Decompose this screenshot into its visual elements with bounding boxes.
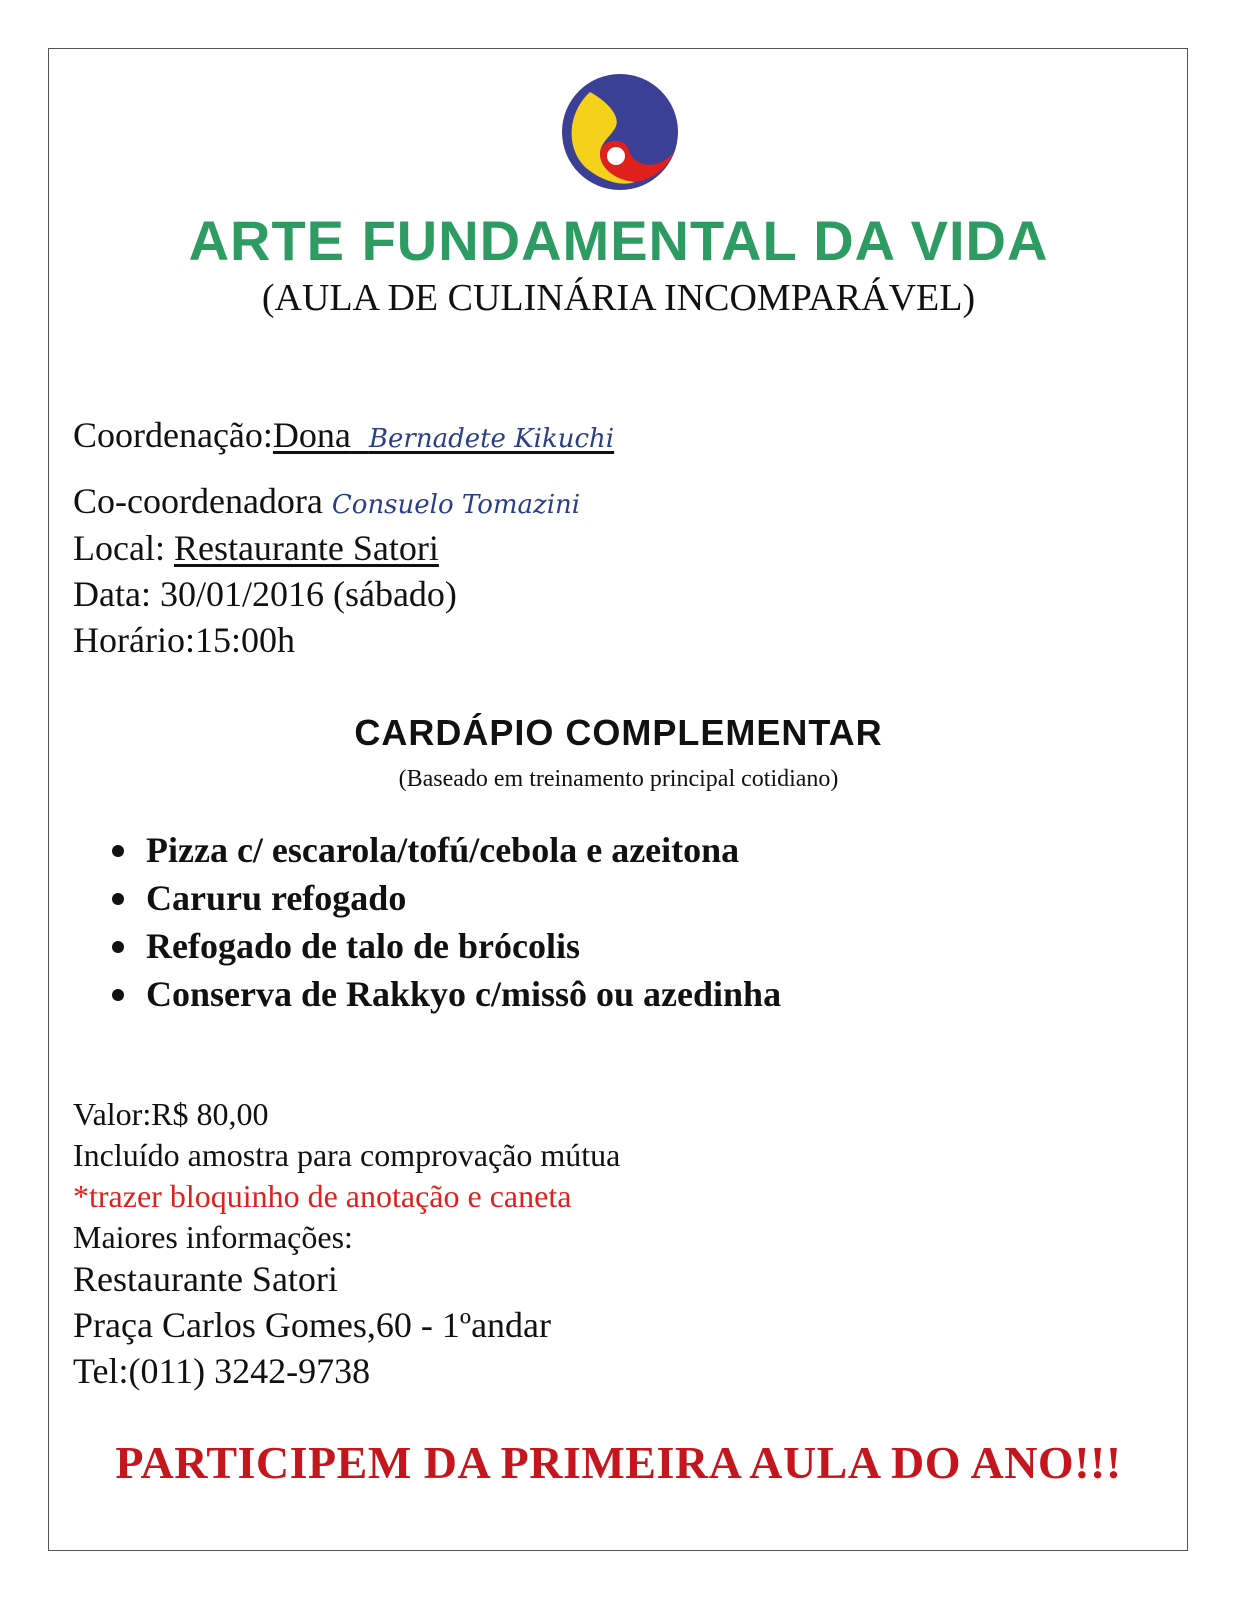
- menu-item: Pizza c/ escarola/tofú/cebola e azeitona: [108, 826, 781, 874]
- bullet-icon: [112, 845, 124, 857]
- bullet-icon: [112, 893, 124, 905]
- incluido-line: Incluído amostra para comprovação mútua: [73, 1137, 621, 1173]
- valor-line: Valor:R$ 80,00: [73, 1096, 269, 1132]
- coordenacao-name: Bernadete Kikuchi: [368, 424, 615, 454]
- maiores-info-label: Maiores informações:: [73, 1219, 353, 1255]
- horario-line: Horário:15:00h: [73, 620, 295, 660]
- bullet-icon: [112, 989, 124, 1001]
- menu-title: CARDÁPIO COMPLEMENTAR: [354, 712, 883, 753]
- coordenacao-label: Coordenação:: [73, 415, 273, 455]
- coordenacao-line: [73, 414, 614, 460]
- page-title: ARTE FUNDAMENTAL DA VIDA: [188, 209, 1049, 272]
- bullet-icon: [112, 941, 124, 953]
- menu-item: Caruru refogado: [108, 874, 781, 922]
- menu-subtitle: (Baseado em treinamento principal cotidiano): [398, 766, 839, 792]
- footer-cta: PARTICIPEM DA PRIMEIRA AULA DO ANO!!!: [115, 1437, 1122, 1488]
- cocoord-label: Co-coordenadora: [73, 481, 323, 521]
- local-line: [73, 527, 439, 569]
- trazer-note: *trazer bloquinho de anotação e caneta: [73, 1178, 572, 1214]
- coordenacao-prefix: Dona: [272, 415, 351, 455]
- menu-item: Refogado de talo de brócolis: [108, 922, 781, 970]
- coordenacao-value: [273, 415, 614, 455]
- restaurante-line: Restaurante Satori: [73, 1259, 338, 1299]
- cocoordenadora-line: [73, 480, 580, 526]
- tel-line: Tel:(011) 3242-9738: [73, 1351, 371, 1391]
- menu-item: Conserva de Rakkyo c/missô ou azedinha: [108, 970, 781, 1018]
- tricolor-circle-logo-icon: [560, 72, 680, 192]
- data-line: Data: 30/01/2016 (sábado): [73, 574, 457, 614]
- menu-list: [108, 826, 781, 1018]
- local-label: Local:: [73, 528, 165, 568]
- endereco-line: Praça Carlos Gomes,60 - 1ºandar: [73, 1305, 552, 1345]
- local-value: Restaurante Satori: [173, 528, 439, 568]
- cocoord-name: Consuelo Tomazini: [331, 490, 581, 520]
- page-subtitle: (AULA DE CULINÁRIA INCOMPARÁVEL): [261, 277, 976, 319]
